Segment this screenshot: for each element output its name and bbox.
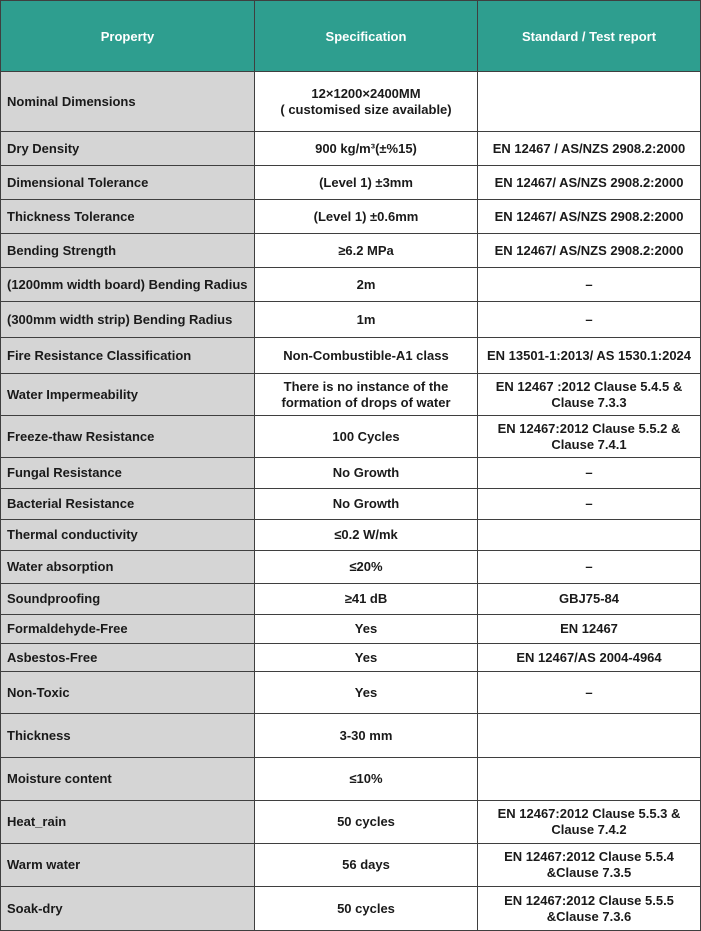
specification-cell: Non-Combustible-A1 class [255, 338, 478, 374]
standard-cell [478, 520, 701, 551]
standard-cell [478, 758, 701, 801]
property-cell: Dimensional Tolerance [1, 166, 255, 200]
table-row [1, 374, 701, 416]
standard-cell: EN 12467 :2012 Clause 5.4.5 & Clause 7.3.3 [478, 374, 701, 416]
specification-cell: 1m [255, 302, 478, 338]
specification-cell: No Growth [255, 489, 478, 520]
table-row [1, 520, 701, 551]
standard-cell: – [478, 551, 701, 584]
specification-cell: 2m [255, 268, 478, 302]
table-row [1, 458, 701, 489]
property-cell: Bacterial Resistance [1, 489, 255, 520]
specification-cell: ≥41 dB [255, 584, 478, 615]
specification-cell: (Level 1) ±3mm [255, 166, 478, 200]
property-cell: Bending Strength [1, 234, 255, 268]
specification-cell: 50 cycles [255, 801, 478, 844]
standard-cell: – [478, 672, 701, 714]
property-cell: Fungal Resistance [1, 458, 255, 489]
standard-cell: EN 12467/ AS/NZS 2908.2:2000 [478, 200, 701, 234]
header-property: Property [1, 1, 255, 72]
specification-cell: No Growth [255, 458, 478, 489]
table-row [1, 200, 701, 234]
specification-cell: ≤10% [255, 758, 478, 801]
property-cell: Soak-dry [1, 887, 255, 931]
table-row [1, 887, 701, 931]
specification-cell: 900 kg/m³(±%15) [255, 132, 478, 166]
property-cell: Warm water [1, 844, 255, 887]
table-row [1, 844, 701, 887]
table-row [1, 615, 701, 644]
table-row [1, 416, 701, 458]
table-row [1, 672, 701, 714]
property-cell: Water Impermeability [1, 374, 255, 416]
specification-cell: Yes [255, 644, 478, 672]
table-row [1, 234, 701, 268]
specification-cell: There is no instance of the formation of drops of water [255, 374, 478, 416]
standard-cell: EN 12467:2012 Clause 5.5.4 &Clause 7.3.5 [478, 844, 701, 887]
specification-cell: (Level 1) ±0.6mm [255, 200, 478, 234]
property-cell: Moisture content [1, 758, 255, 801]
standard-cell: EN 12467/ AS/NZS 2908.2:2000 [478, 234, 701, 268]
table-row [1, 584, 701, 615]
table-row [1, 551, 701, 584]
specification-cell: ≤0.2 W/mk [255, 520, 478, 551]
table-body [1, 72, 701, 931]
property-cell: Thickness Tolerance [1, 200, 255, 234]
standard-cell: EN 12467:2012 Clause 5.5.3 & Clause 7.4.2 [478, 801, 701, 844]
specification-cell: ≥6.2 MPa [255, 234, 478, 268]
standard-cell: EN 12467 / AS/NZS 2908.2:2000 [478, 132, 701, 166]
specification-cell: 100 Cycles [255, 416, 478, 458]
property-cell: Thickness [1, 714, 255, 758]
specification-cell: ≤20% [255, 551, 478, 584]
header-standard: Standard / Test report [478, 1, 701, 72]
property-cell: Thermal conductivity [1, 520, 255, 551]
table-row [1, 338, 701, 374]
property-cell: (1200mm width board) Bending Radius [1, 268, 255, 302]
standard-cell [478, 72, 701, 132]
table-row [1, 644, 701, 672]
property-cell: Water absorption [1, 551, 255, 584]
standard-cell [478, 714, 701, 758]
header-specification: Specification [255, 1, 478, 72]
specification-cell: Yes [255, 615, 478, 644]
standard-cell: EN 12467 [478, 615, 701, 644]
table-row [1, 489, 701, 520]
table-row [1, 132, 701, 166]
table-row [1, 302, 701, 338]
table-row [1, 758, 701, 801]
table-row [1, 801, 701, 844]
property-cell: Fire Resistance Classification [1, 338, 255, 374]
standard-cell: EN 12467:2012 Clause 5.5.5 &Clause 7.3.6 [478, 887, 701, 931]
table-row [1, 72, 701, 132]
property-cell: Soundproofing [1, 584, 255, 615]
standard-cell: EN 13501-1:2013/ AS 1530.1:2024 [478, 338, 701, 374]
table-row [1, 714, 701, 758]
property-cell: Asbestos-Free [1, 644, 255, 672]
specification-cell: 12×1200×2400MM ( customised size available) [255, 72, 478, 132]
table-row [1, 268, 701, 302]
property-cell: Nominal Dimensions [1, 72, 255, 132]
standard-cell: EN 12467/AS 2004-4964 [478, 644, 701, 672]
specification-cell: 50 cycles [255, 887, 478, 931]
property-cell: Non-Toxic [1, 672, 255, 714]
specification-cell: 3-30 mm [255, 714, 478, 758]
standard-cell: – [478, 489, 701, 520]
header-row [1, 1, 701, 72]
property-cell: Formaldehyde-Free [1, 615, 255, 644]
property-cell: Heat_rain [1, 801, 255, 844]
standard-cell: EN 12467/ AS/NZS 2908.2:2000 [478, 166, 701, 200]
specification-cell: Yes [255, 672, 478, 714]
standard-cell: – [478, 268, 701, 302]
property-cell: Freeze-thaw Resistance [1, 416, 255, 458]
standard-cell: EN 12467:2012 Clause 5.5.2 & Clause 7.4.1 [478, 416, 701, 458]
standard-cell: – [478, 302, 701, 338]
standard-cell: – [478, 458, 701, 489]
specification-cell: 56 days [255, 844, 478, 887]
property-cell: Dry Density [1, 132, 255, 166]
property-cell: (300mm width strip) Bending Radius [1, 302, 255, 338]
table-row [1, 166, 701, 200]
standard-cell: GBJ75-84 [478, 584, 701, 615]
